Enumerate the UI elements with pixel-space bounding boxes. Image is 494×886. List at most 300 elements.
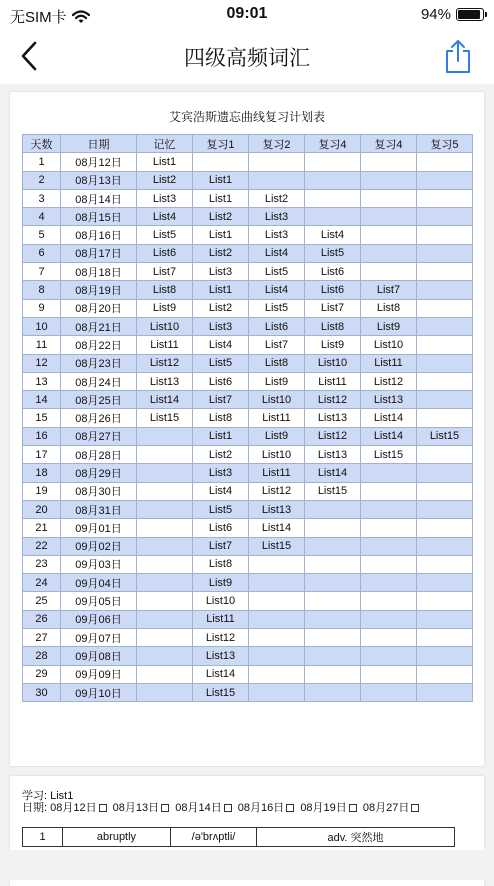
checkbox-icon[interactable]: [99, 804, 107, 812]
table-cell: [193, 153, 249, 171]
table-row: [23, 446, 473, 464]
table-cell: [361, 647, 417, 665]
table-row: [23, 281, 473, 299]
table-cell: [417, 354, 473, 372]
table-cell: [305, 683, 361, 701]
table-cell: [249, 647, 305, 665]
table-cell: List7: [249, 336, 305, 354]
table-cell: [417, 336, 473, 354]
table-cell: 4: [23, 208, 61, 226]
plan-title: 艾宾浩斯遗忘曲线复习计划表: [168, 110, 325, 124]
table-cell: [417, 500, 473, 518]
word-phonetic: /ə'brʌptli/: [171, 828, 257, 847]
table-cell: [417, 372, 473, 390]
table-cell: [417, 208, 473, 226]
table-cell: List1: [193, 281, 249, 299]
table-cell: List14: [193, 665, 249, 683]
table-cell: 08月19日: [61, 281, 137, 299]
table-cell: 09月01日: [61, 519, 137, 537]
table-cell: [361, 683, 417, 701]
table-cell: List3: [193, 317, 249, 335]
table-cell: List10: [193, 592, 249, 610]
table-cell: [417, 610, 473, 628]
table-cell: [361, 574, 417, 592]
table-cell: [137, 446, 193, 464]
table-cell: 16: [23, 427, 61, 445]
table-cell: 08月22日: [61, 336, 137, 354]
table-cell: [137, 500, 193, 518]
table-row: [23, 354, 473, 372]
table-cell: List9: [193, 574, 249, 592]
table-cell: List11: [249, 464, 305, 482]
table-cell: List14: [361, 409, 417, 427]
column-header: 复习1: [193, 135, 249, 153]
table-row: [23, 336, 473, 354]
table-cell: [361, 629, 417, 647]
bottom-area: [0, 850, 494, 880]
table-row: [23, 226, 473, 244]
table-cell: [137, 647, 193, 665]
table-cell: List4: [137, 208, 193, 226]
table-cell: List6: [193, 372, 249, 390]
table-cell: List2: [193, 299, 249, 317]
table-cell: List13: [193, 647, 249, 665]
table-cell: List12: [305, 391, 361, 409]
table-cell: List12: [305, 427, 361, 445]
table-cell: List15: [193, 683, 249, 701]
table-cell: [305, 153, 361, 171]
table-cell: List7: [193, 537, 249, 555]
table-cell: [137, 537, 193, 555]
table-cell: [361, 464, 417, 482]
checkbox-icon[interactable]: [286, 804, 294, 812]
table-cell: [137, 665, 193, 683]
table-cell: List10: [361, 336, 417, 354]
table-cell: List14: [137, 391, 193, 409]
table-cell: [417, 482, 473, 500]
table-cell: List15: [137, 409, 193, 427]
table-cell: 13: [23, 372, 61, 390]
table-cell: 1: [23, 153, 61, 171]
table-cell: List2: [193, 446, 249, 464]
table-cell: List11: [249, 409, 305, 427]
checkbox-icon[interactable]: [411, 804, 419, 812]
nav-bar: [0, 30, 494, 84]
word-index: 1: [23, 828, 63, 847]
table-cell: [137, 610, 193, 628]
table-cell: List10: [249, 446, 305, 464]
table-cell: List7: [193, 391, 249, 409]
table-cell: List3: [249, 226, 305, 244]
study-date: 08月19日: [300, 802, 347, 814]
table-cell: [305, 647, 361, 665]
table-cell: [305, 610, 361, 628]
review-plan-card: [10, 92, 484, 766]
table-cell: List3: [137, 189, 193, 207]
table-cell: [249, 683, 305, 701]
table-cell: List5: [193, 500, 249, 518]
column-header: 天数: [23, 135, 61, 153]
table-cell: 27: [23, 629, 61, 647]
table-cell: 21: [23, 519, 61, 537]
table-cell: List1: [193, 171, 249, 189]
table-cell: [305, 189, 361, 207]
table-cell: List1: [137, 153, 193, 171]
table-cell: List13: [137, 372, 193, 390]
table-cell: 08月30日: [61, 482, 137, 500]
table-cell: 22: [23, 537, 61, 555]
table-cell: 8: [23, 281, 61, 299]
table-cell: [361, 500, 417, 518]
table-row: [23, 171, 473, 189]
table-cell: 08月24日: [61, 372, 137, 390]
table-cell: [305, 500, 361, 518]
table-cell: 09月10日: [61, 683, 137, 701]
table-cell: [417, 244, 473, 262]
table-cell: [417, 647, 473, 665]
table-cell: 08月21日: [61, 317, 137, 335]
table-cell: [137, 519, 193, 537]
table-cell: List5: [249, 299, 305, 317]
table-cell: [249, 592, 305, 610]
table-cell: List7: [305, 299, 361, 317]
table-cell: 10: [23, 317, 61, 335]
table-cell: List15: [361, 446, 417, 464]
table-row: [23, 409, 473, 427]
table-row: [23, 427, 473, 445]
table-cell: [305, 519, 361, 537]
table-cell: 19: [23, 482, 61, 500]
table-cell: [305, 592, 361, 610]
table-row: [23, 153, 473, 171]
table-cell: [417, 629, 473, 647]
table-cell: List11: [137, 336, 193, 354]
table-cell: [361, 555, 417, 573]
table-cell: List15: [305, 482, 361, 500]
table-cell: List5: [193, 354, 249, 372]
table-cell: List4: [249, 244, 305, 262]
table-cell: [249, 574, 305, 592]
table-cell: 17: [23, 446, 61, 464]
table-cell: 6: [23, 244, 61, 262]
table-cell: List5: [137, 226, 193, 244]
table-cell: [249, 555, 305, 573]
table-cell: [305, 208, 361, 226]
table-cell: [305, 171, 361, 189]
table-cell: [305, 665, 361, 683]
table-cell: [417, 409, 473, 427]
table-cell: 08月13日: [61, 171, 137, 189]
table-row: [23, 500, 473, 518]
table-row: [23, 189, 473, 207]
table-cell: [361, 263, 417, 281]
table-cell: [417, 299, 473, 317]
table-cell: 08月17日: [61, 244, 137, 262]
table-cell: 08月26日: [61, 409, 137, 427]
table-cell: List11: [361, 354, 417, 372]
table-cell: List5: [305, 244, 361, 262]
table-row: [23, 647, 473, 665]
table-cell: 09月05日: [61, 592, 137, 610]
table-cell: [361, 171, 417, 189]
table-row: [23, 629, 473, 647]
table-cell: [417, 171, 473, 189]
table-cell: List14: [305, 464, 361, 482]
table-cell: List8: [193, 555, 249, 573]
share-icon[interactable]: [444, 38, 472, 74]
table-cell: [417, 683, 473, 701]
table-cell: 3: [23, 189, 61, 207]
table-cell: 14: [23, 391, 61, 409]
table-cell: 12: [23, 354, 61, 372]
table-cell: List8: [137, 281, 193, 299]
table-row: [23, 299, 473, 317]
table-cell: List6: [305, 263, 361, 281]
table-cell: List7: [361, 281, 417, 299]
table-row: [23, 464, 473, 482]
table-cell: 08月12日: [61, 153, 137, 171]
table-cell: List14: [361, 427, 417, 445]
word-word: abruptly: [63, 828, 171, 847]
clock: 09:01: [226, 5, 268, 22]
table-cell: List15: [417, 427, 473, 445]
table-row: [23, 537, 473, 555]
table-cell: 08月27日: [61, 427, 137, 445]
table-cell: List9: [305, 336, 361, 354]
table-cell: List13: [249, 500, 305, 518]
table-row: [23, 372, 473, 390]
table-cell: List12: [193, 629, 249, 647]
page-title: 四级高频词汇: [184, 47, 310, 70]
study-date: 08月13日: [112, 802, 160, 814]
column-header: 复习2: [249, 135, 305, 153]
table-cell: [361, 482, 417, 500]
table-cell: 08月28日: [61, 446, 137, 464]
table-cell: [417, 189, 473, 207]
table-cell: List13: [305, 409, 361, 427]
table-row: [23, 574, 473, 592]
table-cell: [417, 317, 473, 335]
study-date: 08月16日: [237, 802, 285, 814]
table-cell: List3: [193, 263, 249, 281]
review-plan-table: [22, 134, 473, 702]
table-cell: List7: [137, 263, 193, 281]
table-cell: 08月23日: [61, 354, 137, 372]
table-cell: [249, 629, 305, 647]
table-cell: List14: [249, 519, 305, 537]
dates-label: 日期:: [22, 802, 48, 814]
table-cell: 09月02日: [61, 537, 137, 555]
table-cell: [137, 482, 193, 500]
table-cell: List12: [137, 354, 193, 372]
table-row: [23, 519, 473, 537]
table-cell: 5: [23, 226, 61, 244]
battery-group: [421, 6, 484, 23]
table-cell: [305, 629, 361, 647]
table-cell: 09月09日: [61, 665, 137, 683]
table-cell: [305, 555, 361, 573]
table-cell: List15: [249, 537, 305, 555]
table-cell: [137, 427, 193, 445]
table-cell: 29: [23, 665, 61, 683]
carrier-label: 无SIM卡: [10, 9, 67, 26]
table-cell: 18: [23, 464, 61, 482]
table-cell: List8: [193, 409, 249, 427]
table-cell: 9: [23, 299, 61, 317]
table-row: [23, 665, 473, 683]
table-cell: [417, 391, 473, 409]
table-cell: 08月18日: [61, 263, 137, 281]
table-cell: [417, 665, 473, 683]
table-cell: 08月15日: [61, 208, 137, 226]
table-cell: [417, 574, 473, 592]
table-cell: [137, 629, 193, 647]
word-table: [22, 827, 455, 847]
table-cell: List2: [137, 171, 193, 189]
table-cell: [361, 665, 417, 683]
table-cell: List10: [137, 317, 193, 335]
table-cell: 08月20日: [61, 299, 137, 317]
table-cell: 23: [23, 555, 61, 573]
table-cell: [137, 574, 193, 592]
table-cell: [417, 592, 473, 610]
table-cell: List2: [193, 244, 249, 262]
table-cell: 30: [23, 683, 61, 701]
checkbox-icon[interactable]: [224, 804, 232, 812]
study-date: 08月27日: [362, 802, 410, 814]
column-header: 复习5: [417, 135, 473, 153]
table-cell: [249, 665, 305, 683]
table-cell: List5: [249, 263, 305, 281]
table-cell: [361, 519, 417, 537]
table-cell: List4: [193, 482, 249, 500]
table-cell: [417, 555, 473, 573]
word-meaning: adv. 突然地: [257, 828, 455, 847]
table-cell: [417, 153, 473, 171]
table-cell: 09月03日: [61, 555, 137, 573]
column-header: 复习4: [305, 135, 361, 153]
table-cell: [249, 171, 305, 189]
table-cell: 11: [23, 336, 61, 354]
table-cell: [361, 244, 417, 262]
table-cell: 24: [23, 574, 61, 592]
table-row: [23, 317, 473, 335]
table-cell: [417, 226, 473, 244]
table-cell: 25: [23, 592, 61, 610]
table-cell: [137, 592, 193, 610]
table-cell: 08月29日: [61, 464, 137, 482]
table-cell: 08月31日: [61, 500, 137, 518]
table-cell: [361, 153, 417, 171]
study-list-label: 学习: List1: [22, 790, 74, 802]
table-cell: List6: [305, 281, 361, 299]
table-cell: [361, 208, 417, 226]
table-cell: 08月14日: [61, 189, 137, 207]
table-row: [23, 555, 473, 573]
table-cell: List2: [249, 189, 305, 207]
table-cell: 08月25日: [61, 391, 137, 409]
table-cell: 15: [23, 409, 61, 427]
checkbox-icon[interactable]: [161, 804, 169, 812]
table-cell: 26: [23, 610, 61, 628]
table-cell: 20: [23, 500, 61, 518]
table-cell: List10: [249, 391, 305, 409]
table-row: [23, 592, 473, 610]
table-cell: List1: [193, 427, 249, 445]
column-header: 日期: [61, 135, 137, 153]
table-cell: List4: [193, 336, 249, 354]
table-cell: List4: [249, 281, 305, 299]
column-header: 记忆: [137, 135, 193, 153]
table-cell: 08月16日: [61, 226, 137, 244]
table-cell: List9: [137, 299, 193, 317]
battery-percent: 94%: [420, 6, 451, 23]
table-cell: 09月07日: [61, 629, 137, 647]
table-row: [23, 683, 473, 701]
battery-icon: [456, 8, 484, 21]
table-row: [23, 391, 473, 409]
checkbox-icon[interactable]: [349, 804, 357, 812]
table-row: [23, 244, 473, 262]
table-cell: [417, 446, 473, 464]
table-cell: List1: [193, 189, 249, 207]
table-cell: List11: [193, 610, 249, 628]
table-cell: List4: [305, 226, 361, 244]
table-cell: 7: [23, 263, 61, 281]
table-cell: [417, 519, 473, 537]
table-row: [23, 482, 473, 500]
table-cell: List2: [193, 208, 249, 226]
table-cell: [305, 574, 361, 592]
table-cell: List1: [193, 226, 249, 244]
table-cell: List8: [305, 317, 361, 335]
table-cell: List3: [193, 464, 249, 482]
table-cell: [249, 153, 305, 171]
table-row: [23, 208, 473, 226]
table-cell: [137, 555, 193, 573]
table-cell: [361, 189, 417, 207]
table-cell: 28: [23, 647, 61, 665]
table-cell: List13: [361, 391, 417, 409]
table-cell: List9: [249, 427, 305, 445]
study-info: [22, 790, 422, 814]
table-cell: [417, 263, 473, 281]
table-row: [23, 263, 473, 281]
column-header: 复习4: [361, 135, 417, 153]
table-cell: [249, 610, 305, 628]
study-date: 08月12日: [50, 802, 97, 814]
table-row: [23, 610, 473, 628]
table-cell: 09月06日: [61, 610, 137, 628]
table-cell: List13: [305, 446, 361, 464]
table-cell: [305, 537, 361, 555]
table-header-row: [23, 135, 473, 153]
table-cell: [417, 281, 473, 299]
table-cell: List9: [249, 372, 305, 390]
status-bar: [0, 0, 494, 30]
table-cell: [417, 464, 473, 482]
table-cell: [137, 464, 193, 482]
table-cell: List9: [361, 317, 417, 335]
table-cell: List10: [305, 354, 361, 372]
table-cell: List12: [249, 482, 305, 500]
table-cell: List6: [193, 519, 249, 537]
table-cell: 2: [23, 171, 61, 189]
table-cell: List6: [249, 317, 305, 335]
table-cell: [361, 610, 417, 628]
table-cell: [361, 537, 417, 555]
table-cell: [417, 537, 473, 555]
